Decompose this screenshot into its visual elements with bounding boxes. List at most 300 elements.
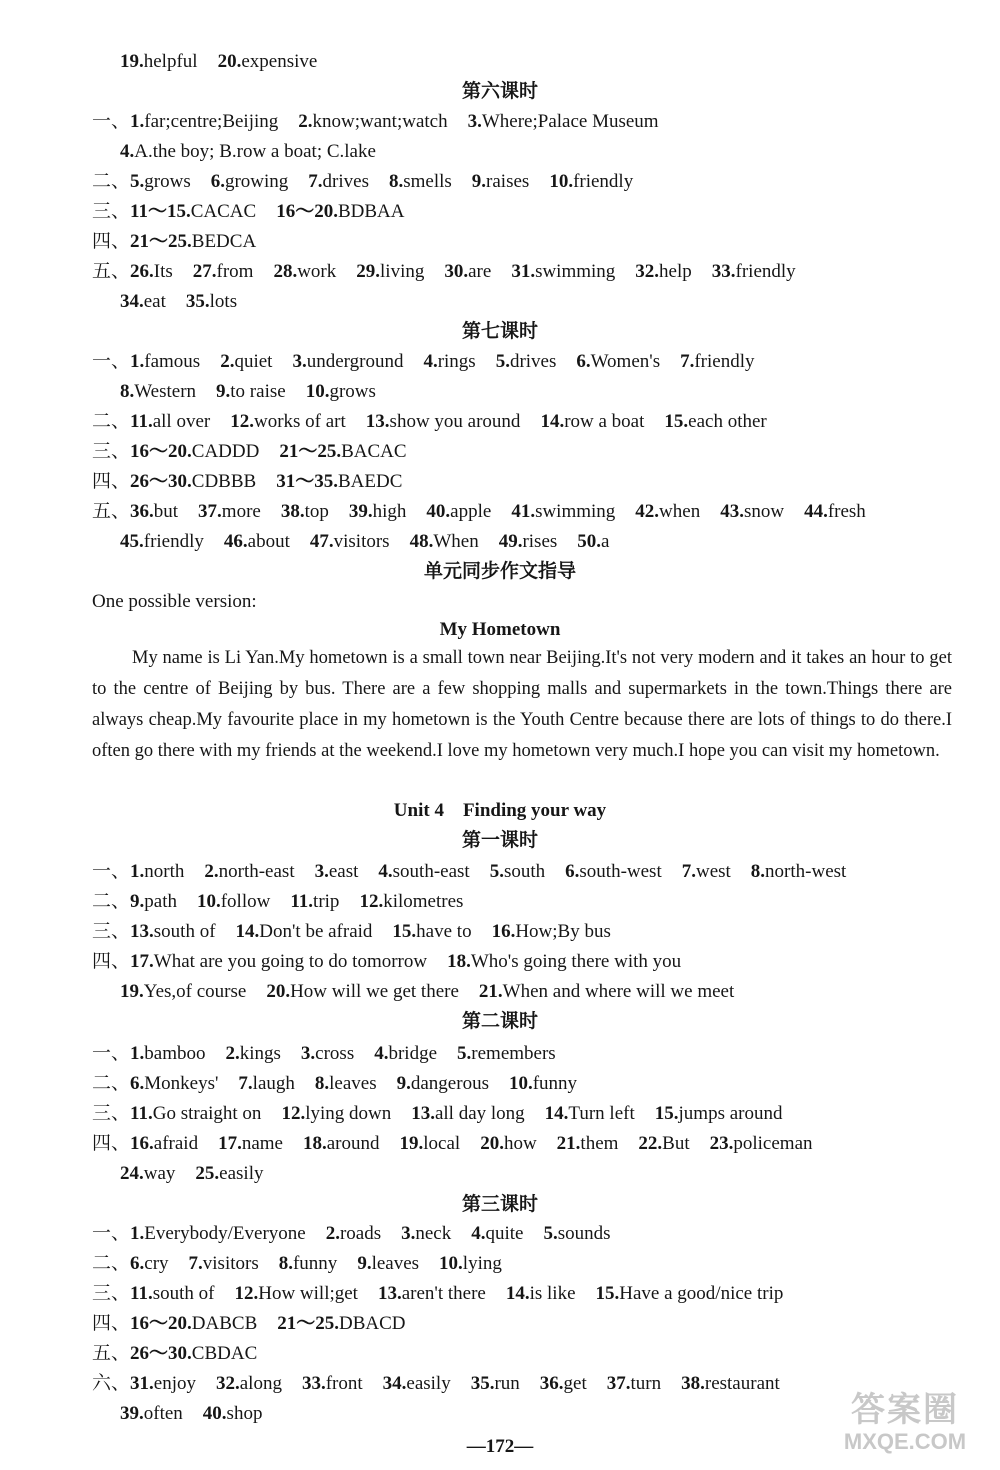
question-number: 14.: [544, 1103, 569, 1124]
answer-text: often: [143, 1403, 183, 1424]
answer-line: [92, 948, 681, 976]
section-marker: 一、: [92, 111, 131, 132]
answer-line: [120, 1160, 263, 1188]
section-marker: 五、: [92, 261, 131, 282]
section-marker: 四、: [92, 231, 131, 252]
section-marker: 四、: [92, 1133, 131, 1154]
answer-text: when: [659, 501, 701, 522]
question-number: 12.: [230, 411, 254, 432]
question-number: 12.: [359, 891, 384, 912]
answer-text: Who's going there with you: [470, 951, 682, 972]
answer-text: apple: [450, 501, 492, 522]
answer-item: [303, 1130, 380, 1158]
answer-item: [545, 1100, 635, 1128]
answer-text: have to: [416, 921, 472, 942]
answer-text: north-west: [765, 861, 847, 882]
question-number: 13.: [411, 1103, 435, 1124]
answer-item: [681, 1370, 780, 1398]
answer-item: [216, 378, 286, 406]
answer-text: get: [563, 1373, 587, 1394]
answer-item: [378, 1280, 486, 1308]
version-label: One possible version:: [92, 591, 257, 612]
answer-item: [276, 198, 404, 226]
answer-text: south-east: [392, 861, 470, 882]
answer-item: [277, 1310, 405, 1338]
answer-text: west: [695, 861, 731, 882]
answer-text: know;want;watch: [312, 111, 448, 132]
answer-item: [655, 1100, 783, 1128]
answer-item: [710, 1130, 813, 1158]
answer-line: [120, 138, 376, 166]
question-number: 29.: [356, 261, 381, 282]
question-number: 7.: [188, 1253, 203, 1274]
answer-item: [130, 108, 278, 136]
answer-item: [490, 858, 545, 886]
answer-item: [130, 168, 191, 196]
answer-text: When and where will we meet: [502, 981, 735, 1002]
question-number: 10.: [305, 381, 330, 402]
answer-text: quiet: [234, 351, 273, 372]
question-number: 2.: [204, 861, 219, 882]
answer-item: [130, 498, 178, 526]
answer-item: [366, 408, 521, 436]
answer-item: [130, 918, 216, 946]
answer-item: [401, 1220, 451, 1248]
question-number: 24.: [120, 1163, 144, 1184]
answer-item: [211, 168, 289, 196]
question-number: 1.: [130, 861, 145, 882]
answer-item: [279, 438, 406, 466]
question-number: 9.: [471, 171, 487, 192]
answer-item: [315, 1070, 377, 1098]
answer-line: [120, 288, 237, 316]
answer-text: but: [153, 501, 179, 522]
answer-text: friendly: [573, 171, 634, 192]
answer-line: [120, 378, 376, 406]
section-marker: 四、: [92, 471, 131, 492]
answer-item: [383, 1370, 451, 1398]
answer-item: [492, 918, 611, 946]
essay-title: My Hometown: [439, 619, 561, 640]
question-number: 35.: [185, 291, 210, 312]
answer-item: [315, 858, 359, 886]
answer-text: DBACD: [339, 1313, 406, 1334]
answer-item: [411, 1100, 524, 1128]
answer-text: Have a good/nice trip: [619, 1283, 784, 1304]
answer-text: friendly: [735, 261, 796, 282]
answer-item: [392, 918, 471, 946]
answer-item: [468, 108, 659, 136]
answer-item: [281, 1100, 391, 1128]
answer-text: kilometres: [383, 891, 464, 912]
answer-line: [120, 1400, 262, 1428]
answer-text: Western: [134, 381, 197, 402]
section-marker: 三、: [92, 1283, 131, 1304]
answer-text: CDBBB: [191, 471, 257, 492]
answer-text: bridge: [388, 1043, 438, 1064]
answer-item: [236, 918, 373, 946]
answer-item: [751, 858, 847, 886]
question-number: 16～20.: [130, 441, 192, 462]
answer-item: [120, 138, 376, 166]
question-number: 4.: [120, 141, 135, 162]
answer-text: CADDD: [191, 441, 260, 462]
question-number: 6.: [210, 171, 225, 192]
question-number: 14.: [540, 411, 565, 432]
answer-item: [682, 858, 731, 886]
answer-item: [130, 228, 256, 256]
question-number: 10.: [196, 891, 221, 912]
section-marker: 四、: [92, 951, 131, 972]
answer-text: Turn left: [568, 1103, 635, 1124]
answer-item: [130, 1340, 257, 1368]
answer-text: swimming: [535, 501, 616, 522]
question-number: 34.: [120, 291, 144, 312]
answer-item: [238, 1070, 294, 1098]
question-number: 32.: [215, 1373, 240, 1394]
answer-item: [234, 1280, 358, 1308]
answer-item: [225, 1040, 280, 1068]
answer-text: show you around: [389, 411, 521, 432]
section-heading: 第一课时: [461, 830, 538, 851]
section-marker: 一、: [92, 351, 131, 372]
answer-item: [680, 348, 754, 376]
answer-line: [92, 198, 404, 226]
answer-text: visitors: [202, 1253, 259, 1274]
question-number: 2.: [220, 351, 235, 372]
answer-item: [290, 888, 339, 916]
question-number: 18.: [302, 1133, 327, 1154]
answer-text: easily: [219, 1163, 264, 1184]
question-number: 46.: [223, 531, 248, 552]
answer-item: [189, 1250, 259, 1278]
answer-line: [120, 528, 609, 556]
question-number: 9.: [396, 1073, 411, 1094]
answer-item: [472, 168, 530, 196]
answer-line: [92, 1310, 406, 1338]
question-number: 6.: [130, 1253, 145, 1274]
answer-line: [92, 1070, 577, 1098]
question-number: 31.: [130, 1373, 154, 1394]
question-number: 44.: [804, 501, 828, 522]
answer-item: [511, 258, 615, 286]
question-number: 21.: [556, 1133, 581, 1154]
answer-item: [195, 1160, 263, 1188]
answer-line: [92, 1280, 783, 1308]
answer-item: [607, 1370, 661, 1398]
answer-item: [120, 1400, 183, 1428]
question-number: 1.: [130, 351, 145, 372]
answer-item: [400, 1130, 461, 1158]
answer-item: [204, 858, 294, 886]
question-number: 5.: [130, 171, 145, 192]
question-number: 19.: [120, 51, 144, 72]
question-number: 20.: [217, 51, 242, 72]
answer-text: drives: [322, 171, 369, 192]
question-number: 6.: [576, 351, 591, 372]
answer-item: [130, 198, 256, 226]
question-number: 20.: [480, 1133, 504, 1154]
section-marker: 六、: [92, 1373, 131, 1394]
answer-text: roads: [339, 1223, 382, 1244]
answer-item: [130, 1220, 306, 1248]
question-number: 50.: [577, 531, 602, 552]
question-number: 23.: [709, 1133, 734, 1154]
question-number: 21.: [478, 981, 503, 1002]
answer-line: [92, 228, 256, 256]
section-marker: 二、: [92, 1073, 131, 1094]
answer-text: enjoy: [153, 1373, 196, 1394]
answer-item: [326, 1220, 381, 1248]
answer-text: lying down: [305, 1103, 392, 1124]
answer-text: grows: [329, 381, 376, 402]
question-number: 8.: [278, 1253, 293, 1274]
question-number: 31～35.: [276, 471, 338, 492]
answer-text: eat: [143, 291, 166, 312]
question-number: 36.: [539, 1373, 564, 1394]
question-number: 26.: [130, 261, 154, 282]
question-number: 1.: [130, 1043, 145, 1064]
answer-item: [576, 348, 660, 376]
answer-text: cry: [144, 1253, 169, 1274]
answer-item: [496, 348, 557, 376]
answer-item: [216, 1370, 282, 1398]
answer-item: [357, 1250, 419, 1278]
question-number: 4.: [378, 861, 393, 882]
answer-text: How will;get: [258, 1283, 358, 1304]
answer-text: Women's: [590, 351, 661, 372]
answer-text: local: [423, 1133, 461, 1154]
question-number: 37.: [606, 1373, 631, 1394]
answer-text: swimming: [535, 261, 616, 282]
answer-item: [276, 468, 402, 496]
answer-item: [540, 1370, 587, 1398]
answer-text: is like: [529, 1283, 576, 1304]
question-number: 20.: [266, 981, 291, 1002]
question-number: 10.: [439, 1253, 463, 1274]
answer-text: path: [144, 891, 177, 912]
answer-text: lots: [209, 291, 238, 312]
answer-text: turn: [630, 1373, 662, 1394]
question-number: 17.: [218, 1133, 242, 1154]
question-number: 40.: [426, 501, 451, 522]
answer-text: shop: [226, 1403, 263, 1424]
section-marker: 五、: [92, 501, 131, 522]
section-heading: 第七课时: [461, 321, 538, 342]
section-marker: 二、: [92, 171, 131, 192]
question-number: 8.: [388, 171, 404, 192]
answer-line: [92, 168, 633, 196]
question-number: 26～30.: [130, 471, 192, 492]
answer-text: BACAC: [341, 441, 407, 462]
question-number: 5.: [543, 1223, 558, 1244]
answer-text: Yes,of course: [143, 981, 247, 1002]
answer-text: north: [144, 861, 185, 882]
answer-text: grows: [144, 171, 191, 192]
answer-item: [218, 48, 318, 76]
question-number: 43.: [720, 501, 744, 522]
question-number: 9.: [357, 1253, 372, 1274]
question-number: 6.: [565, 861, 580, 882]
question-number: 13.: [130, 921, 154, 942]
answer-item: [130, 1310, 257, 1338]
answer-text: easily: [406, 1373, 451, 1394]
answer-item: [266, 978, 459, 1006]
question-number: 35.: [470, 1373, 495, 1394]
question-number: 19.: [399, 1133, 424, 1154]
answer-text: remembers: [471, 1043, 556, 1064]
answer-text: help: [659, 261, 692, 282]
question-number: 4.: [374, 1043, 389, 1064]
answer-item: [577, 528, 609, 556]
answer-item: [310, 528, 390, 556]
question-number: 11.: [290, 891, 314, 912]
watermark-text: 答案圈: [851, 1391, 959, 1429]
answer-text: leaves: [371, 1253, 420, 1274]
question-number: 15.: [595, 1283, 620, 1304]
section-heading: 单元同步作文指导: [423, 561, 576, 582]
answer-item: [509, 1070, 577, 1098]
answer-text: south: [503, 861, 546, 882]
answer-line: [120, 48, 317, 76]
answer-text: kings: [239, 1043, 281, 1064]
answer-text: Where;Palace Museum: [481, 111, 659, 132]
question-number: 17.: [130, 951, 154, 972]
question-number: 10.: [508, 1073, 533, 1094]
answer-text: along: [239, 1373, 282, 1394]
answer-text: Everybody/Everyone: [144, 1223, 306, 1244]
answer-text: famous: [144, 351, 201, 372]
answer-item: [130, 468, 256, 496]
answer-text: leaves: [329, 1073, 377, 1094]
question-number: 49.: [498, 531, 523, 552]
question-number: 37.: [198, 501, 222, 522]
answer-text: helpful: [143, 51, 198, 72]
answer-text: far;centre;Beijing: [144, 111, 279, 132]
answer-line: [92, 108, 659, 136]
question-number: 4.: [423, 351, 438, 372]
answer-item: [565, 858, 662, 886]
answer-item: [120, 528, 204, 556]
answer-text: name: [241, 1133, 283, 1154]
question-number: 19.: [120, 981, 144, 1002]
answer-item: [712, 258, 796, 286]
answer-text: growing: [224, 171, 289, 192]
question-number: 5.: [489, 861, 504, 882]
answer-line: [92, 348, 755, 376]
answer-item: [635, 258, 691, 286]
question-number: 48.: [409, 531, 434, 552]
answer-item: [544, 1220, 611, 1248]
answer-text: CBDAC: [191, 1343, 258, 1364]
question-number: 14.: [505, 1283, 530, 1304]
answer-item: [397, 1070, 489, 1098]
answer-item: [120, 288, 166, 316]
answer-text: how: [503, 1133, 537, 1154]
answer-item: [281, 498, 329, 526]
answer-text: neck: [415, 1223, 452, 1244]
answer-item: [120, 48, 198, 76]
section-marker: 一、: [92, 1043, 131, 1064]
question-number: 2.: [225, 1043, 240, 1064]
answer-item: [480, 1130, 536, 1158]
answer-text: sounds: [557, 1223, 611, 1244]
section-marker: 二、: [92, 411, 131, 432]
question-number: 15.: [664, 411, 689, 432]
answer-text: BEDCA: [191, 231, 257, 252]
question-number: 14.: [235, 921, 260, 942]
answer-text: visitors: [333, 531, 390, 552]
answer-item: [439, 1250, 502, 1278]
answer-text: rings: [437, 351, 476, 372]
answer-item: [511, 498, 615, 526]
question-number: 38.: [681, 1373, 705, 1394]
answer-item: [230, 408, 346, 436]
answer-item: [635, 498, 700, 526]
section-marker: 二、: [92, 1253, 131, 1274]
answer-line: [92, 888, 463, 916]
question-number: 5.: [457, 1043, 472, 1064]
answer-text: expensive: [241, 51, 318, 72]
answer-item: [540, 408, 644, 436]
answer-text: snow: [743, 501, 785, 522]
answer-item: [596, 1280, 784, 1308]
section-marker: 二、: [92, 891, 131, 912]
answer-item: [306, 378, 376, 406]
answer-text: What are you going to do tomorrow: [153, 951, 428, 972]
answer-item: [638, 1130, 689, 1158]
question-number: 11～15.: [130, 201, 191, 222]
answer-text: east: [328, 861, 359, 882]
question-number: 16.: [491, 921, 516, 942]
answer-text: jumps around: [678, 1103, 783, 1124]
answer-item: [356, 258, 424, 286]
answer-text: policeman: [733, 1133, 813, 1154]
answer-item: [120, 378, 196, 406]
answer-text: BDBAA: [337, 201, 405, 222]
answer-line: [92, 498, 866, 526]
question-number: 7.: [681, 861, 696, 882]
section-marker: 三、: [92, 201, 131, 222]
answer-item: [457, 1040, 556, 1068]
answer-text: to raise: [230, 381, 286, 402]
answer-item: [506, 1280, 576, 1308]
answer-item: [479, 978, 734, 1006]
question-number: 13.: [377, 1283, 402, 1304]
answer-text: cross: [315, 1043, 355, 1064]
answer-text: row a boat: [564, 411, 645, 432]
answer-text: BAEDC: [337, 471, 403, 492]
answer-item: [359, 888, 463, 916]
answer-line: [92, 1370, 780, 1398]
answer-text: living: [380, 261, 425, 282]
answer-line: [92, 408, 767, 436]
section-marker: 三、: [92, 921, 131, 942]
question-number: 4.: [471, 1223, 486, 1244]
question-number: 3.: [292, 351, 307, 372]
answer-item: [378, 858, 469, 886]
answer-text: fresh: [827, 501, 866, 522]
answer-text: Monkeys': [144, 1073, 219, 1094]
answer-item: [423, 348, 475, 376]
question-number: 30.: [444, 261, 469, 282]
section-marker: 四、: [92, 1313, 131, 1334]
section-heading: 第六课时: [461, 81, 538, 102]
question-number: 3.: [314, 861, 329, 882]
question-number: 39.: [348, 501, 373, 522]
question-number: 33.: [711, 261, 736, 282]
answer-item: [302, 1370, 363, 1398]
